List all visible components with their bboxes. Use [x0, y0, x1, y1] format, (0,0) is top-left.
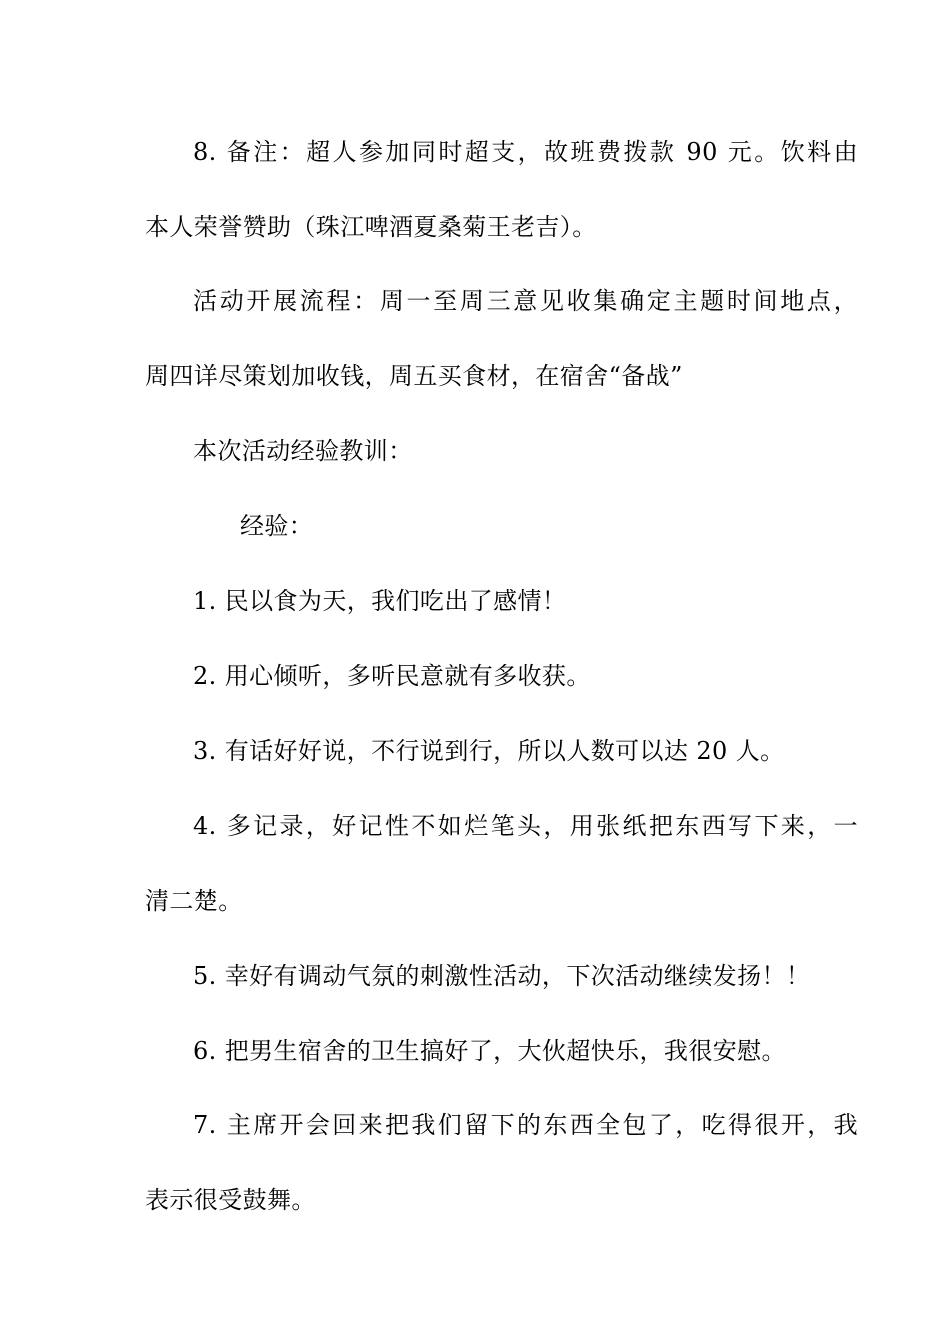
list-item-1: 1. 民以食为天，我们吃出了感情！ — [193, 587, 567, 615]
list-item-7: 7. 主席开会回来把我们留下的东西全包了，吃得很开，我 — [193, 1111, 858, 1139]
paragraph-line-note: 8. 备注：超人参加同时超支，故班费拨款 90 元。饮料由 — [193, 138, 858, 166]
list-item-4-cont: 清二楚。 — [145, 887, 243, 915]
subheading-experience: 经验： — [240, 512, 314, 540]
paragraph-line-process-cont: 周四详尽策划加收钱，周五买食材，在宿舍“备战” — [145, 362, 683, 390]
section-heading-lessons: 本次活动经验教训： — [193, 437, 413, 465]
list-item-7-cont: 表示很受鼓舞。 — [145, 1186, 316, 1214]
list-item-5: 5. 幸好有调动气氛的刺激性活动，下次活动继续发扬！！ — [193, 962, 811, 990]
paragraph-line-process: 活动开展流程：周一至周三意见收集确定主题时间地点， — [193, 287, 858, 315]
list-item-2: 2. 用心倾听，多听民意就有多收获。 — [193, 662, 591, 690]
paragraph-line-note-cont: 本人荣誉赞助（珠江啤酒夏桑菊王老吉）。 — [145, 213, 597, 241]
list-item-6: 6. 把男生宿舍的卫生搞好了，大伙超快乐，我很安慰。 — [193, 1037, 786, 1065]
list-item-4: 4. 多记录，好记性不如烂笔头，用张纸把东西写下来，一 — [193, 812, 858, 840]
list-item-3: 3. 有话好好说，不行说到行，所以人数可以达 20 人。 — [193, 737, 785, 765]
